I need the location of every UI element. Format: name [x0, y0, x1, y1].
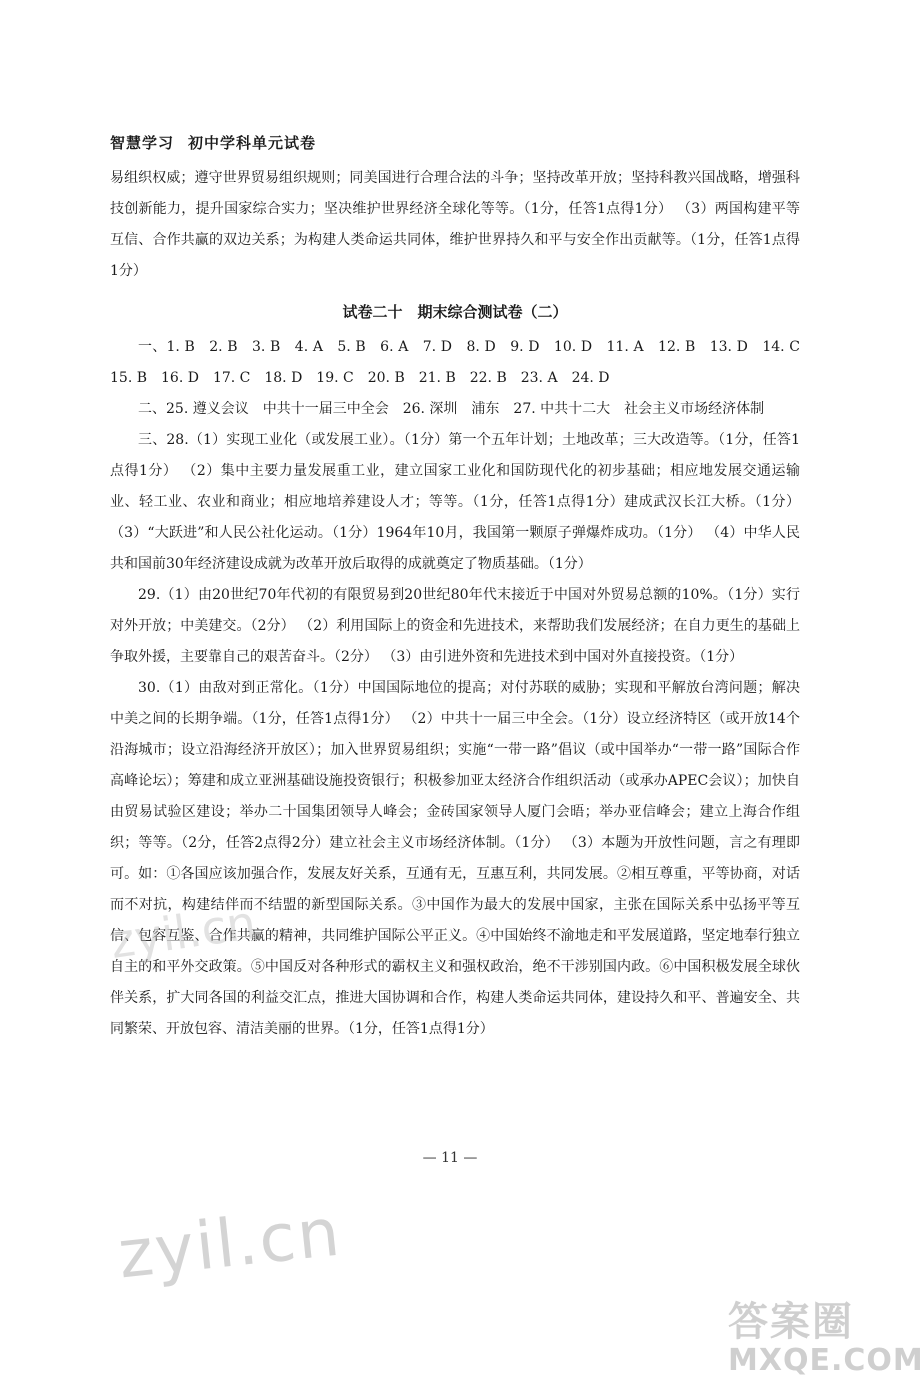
- section-multiple-choice: 一、1. B 2. B 3. B 4. A 5. B 6. A 7. D 8. D 9. D 10. D 11. A 12. B 13. D 14. C 15. B 16. D 17. C 18. D 19. C 20. B 21. B 22. B 23. A 24. D: [110, 339, 814, 386]
- watermark-overlay: zyil.cn: [106, 895, 260, 969]
- logo-chinese: 答案圈: [728, 1299, 854, 1345]
- section-fill-blank: 二、25. 遵义会议 中共十一届三中全会 26. 深圳 浦东 27. 中共十二大 社会主义市场经济体制: [138, 401, 765, 417]
- question-28: 三、28.（1）实现工业化（或发展工业）。（1分）第一个五年计划；土地改革；三大改造等。（1分，任答1点得1分） （2）集中主要力量发展重工业，建立国家工业化和国防现代化的初步基础；相应地发展交通运输业、轻工业、农业和商业；相应地培养建设人才；等等。（1分，任答1点得1分）建成武汉长江大桥。（1分） （3）“大跃进”和人民公社化运动。（1分）1964年10月，我国第一颗原子弹爆炸成功。（1分） （4）中华人民共和国前30年经济建设成就为改革开放后取得的成就奠定了物质基础。（1分）: [110, 432, 800, 572]
- page-number: — 11 —: [422, 1150, 478, 1166]
- question-29: 29.（1）由20世纪70年代初的有限贸易到20世纪80年代末接近于中国对外贸易总额的10%。（1分）实行对外开放；中美建交。（2分） （2）利用国际上的资金和先进技术，来帮助我们发展经济；在自力更生的基础上争取外援，主要靠自己的艰苦奋斗。（2分） （3）由引进外资和先进技术到中国对外直接投资。（1分）: [110, 587, 800, 665]
- site-logo: [728, 1299, 924, 1390]
- question-30: 30.（1）由敌对到正常化。（1分）中国国际地位的提高；对付苏联的威胁；实现和平解放台湾问题；解决中美之间的长期争端。（1分，任答1点得1分） （2）中共十一届三中全会。（1分）设立经济特区（或开放14个沿海城市；设立沿海经济开放区）；加入世界贸易组织；实施“一带一路”倡议（或中国举办“一带一路”国际合作高峰论坛）；筹建和成立亚洲基础设施投资银行；积极参加亚太经济合作组织活动（或承办APEC会议）；加快自由贸易试验区建设；举办二十国集团领导人峰会；金砖国家领导人厦门会晤；举办亚信峰会；建立上海合作组织；等等。（2分，任答2点得2分）建立社会主义市场经济体制。（1分） （3）本题为开放性问题，言之有理即可。如：①各国应该加强合作，发展友好关系，互通有无，互惠互利，共同发展。②相互尊重，平等协商，对话而不对抗，构建结伴而不结盟的新型国际关系。③中国作为最大的发展中国家，主张在国际关系中弘扬平等互信、包容互鉴、合作共赢的精神，共同维护国际公平正义。④中国始终不渝地走和平发展道路，坚定地奉行独立自主的和平外交政策。⑤中国反对各种形式的霸权主义和强权政治，绝不干涉别国内政。⑥中国积极发展全球伙伴关系，扩大同各国的利益交汇点，推进大国协调和合作，构建人类命运共同体，建设持久和平、普遍安全、共同繁荣、开放包容、清洁美丽的世界。（1分，任答1点得1分）: [110, 680, 800, 1037]
- header-subtitle: 初中学科单元试卷: [188, 134, 317, 152]
- watermark-bottom: zyil.cn: [114, 1193, 345, 1294]
- page-header: [110, 132, 316, 153]
- exam-title: 试卷二十 期末综合测试卷（二）: [342, 303, 568, 321]
- intro-paragraph: 易组织权威；遵守世界贸易组织规则；同美国进行合理合法的斗争；坚持改革开放；坚持科教兴国战略，增强科技创新能力，提升国家综合实力；坚决维护世界经济全球化等等。（1分，任答1点得1分） （3）两国构建平等互信、合作共赢的双边关系；为构建人类命运共同体，维护世界持久和平与安全作出贡献等。（1分，任答1点得1分）: [110, 170, 800, 279]
- header-brand: 智慧学习: [110, 134, 175, 152]
- logo-english: MXQE.COM: [728, 1343, 924, 1378]
